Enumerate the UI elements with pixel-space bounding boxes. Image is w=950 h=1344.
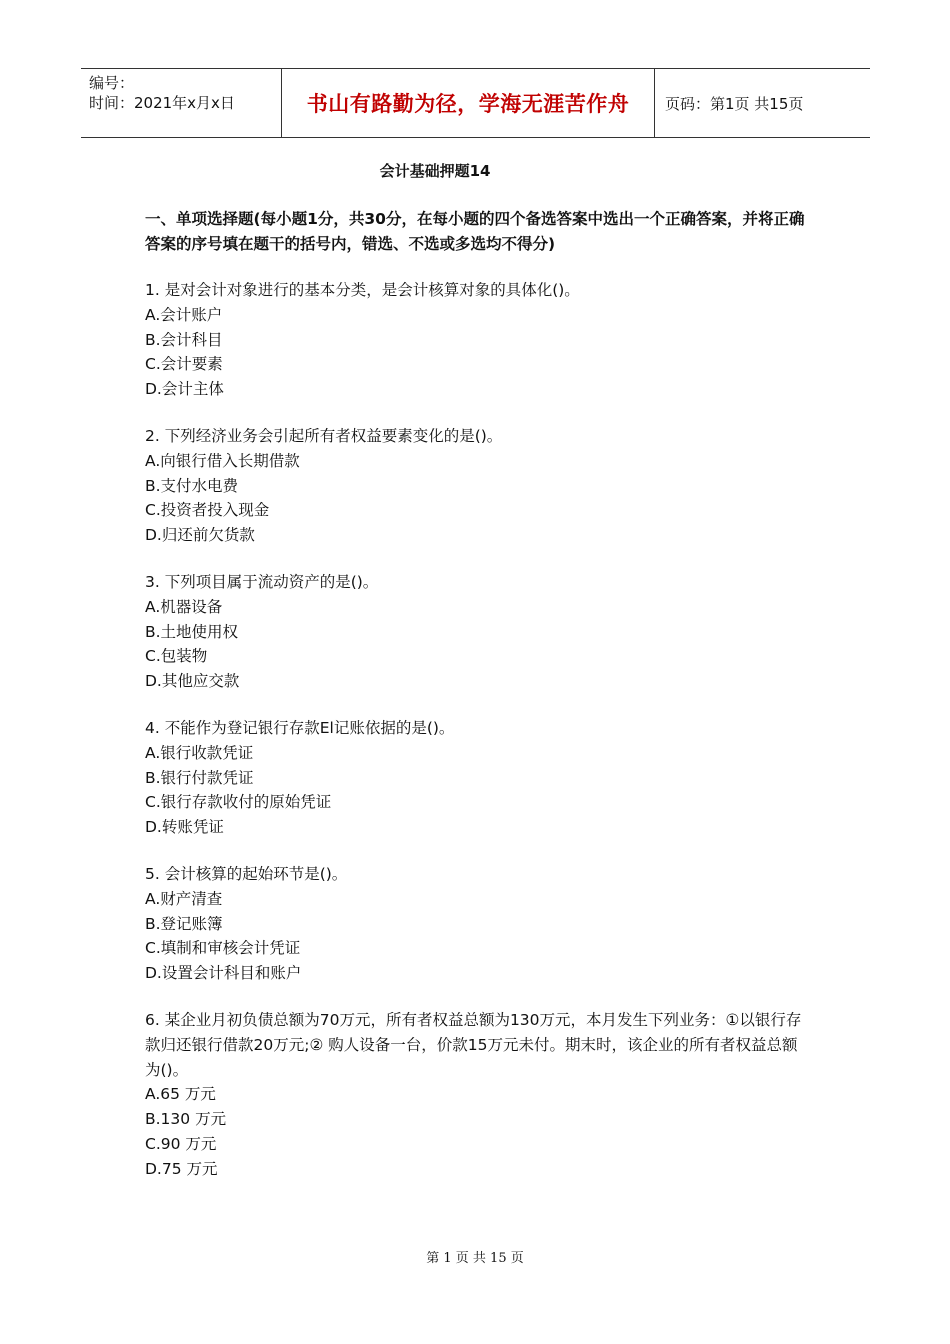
- question-6: [145, 1008, 805, 1182]
- option-c: C.会计要素: [145, 355, 223, 374]
- question-stem: 3. 下列项目属于流动资产的是()。: [145, 572, 379, 591]
- page-footer: 第 1 页 共 15 页: [426, 1251, 524, 1266]
- question-stem: 2. 下列经济业务会引起所有者权益要素变化的是()。: [145, 426, 503, 445]
- page-header: [81, 68, 870, 138]
- option-c: C.包装物: [145, 647, 208, 666]
- option-a: A.机器设备: [145, 597, 223, 616]
- option-a: A.65 万元: [145, 1085, 216, 1104]
- question-stem: 5. 会计核算的起始环节是()。: [145, 864, 348, 883]
- header-page-cell: [655, 69, 870, 137]
- option-a: A.向银行借入长期借款: [145, 451, 300, 470]
- option-d: D.归还前欠货款: [145, 526, 255, 545]
- option-b: B.支付水电费: [145, 476, 239, 495]
- document-title: 会计基础押题14: [379, 162, 491, 180]
- option-a: A.财产清查: [145, 889, 223, 908]
- header-motto-cell: [282, 69, 655, 137]
- question-4: [145, 716, 805, 840]
- option-a: A.银行收款凭证: [145, 743, 254, 762]
- question-stem: 4. 不能作为登记银行存款El记账依据的是()。: [145, 718, 455, 737]
- option-d: D.75 万元: [145, 1159, 218, 1178]
- question-stem: 1. 是对会计对象进行的基本分类，是会计核算对象的具体化()。: [145, 281, 580, 299]
- option-d: D.设置会计科目和账户: [145, 964, 302, 983]
- header-meta: [81, 69, 282, 137]
- option-b: B.130 万元: [145, 1110, 227, 1129]
- option-c: C.90 万元: [145, 1134, 217, 1153]
- question-list: [145, 278, 805, 1204]
- option-d: D.转账凭证: [145, 818, 224, 837]
- section-heading: 一、单项选择题(每小题1分，共30分，在每小题的四个备选答案中选出一个正确答案，并将正确答案的序号填在题干的括号内，错选、不选或多选均不得分): [145, 210, 805, 253]
- option-d: D.其他应交款: [145, 672, 240, 691]
- option-c: C.填制和审核会计凭证: [145, 939, 301, 958]
- question-5: [145, 862, 805, 986]
- option-b: B.土地使用权: [145, 622, 239, 641]
- number-label: 编号：: [89, 74, 135, 92]
- question-3: [145, 570, 805, 694]
- question-stem: 6. 某企业月初负债总额为70万元，所有者权益总额为130万元，本月发生下列业务：①以银行存款归还银行借款20万元;② 购人设备一台，价款15万元未付。期末时，该企业的所有者权益总额为()。: [145, 1010, 802, 1079]
- option-c: C.投资者投入现金: [145, 501, 270, 520]
- option-c: C.银行存款收付的原始凭证: [145, 793, 332, 812]
- option-d: D.会计主体: [145, 380, 224, 399]
- option-b: B.银行付款凭证: [145, 768, 254, 787]
- question-1: [145, 278, 805, 402]
- option-a: A.会计账户: [145, 305, 223, 324]
- motto: 书山有路勤为径，学海无涯苦作舟: [306, 91, 630, 116]
- page-label: 页码：第1页 共15页: [665, 94, 804, 113]
- option-b: B.登记账簿: [145, 914, 223, 933]
- question-2: [145, 424, 805, 548]
- option-b: B.会计科目: [145, 330, 223, 349]
- time-label: 时间：2021年x月x日: [89, 94, 235, 112]
